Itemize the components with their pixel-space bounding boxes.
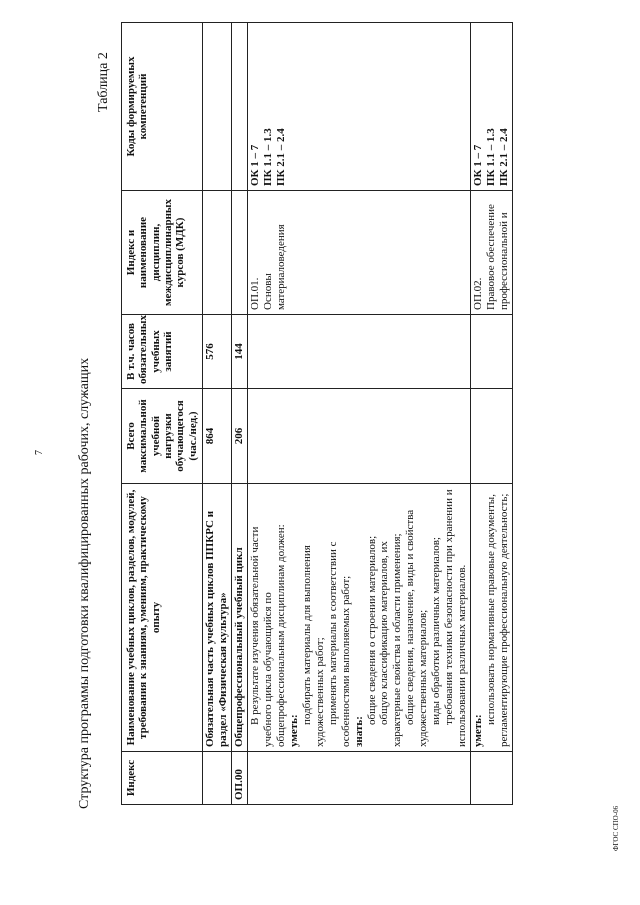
op01-requirements: [247, 484, 470, 752]
op01-skills-label: уметь:: [287, 714, 300, 747]
cell-empty: [231, 191, 247, 315]
table-row-op02: [471, 23, 513, 805]
document-code: ФГОС СПО-06: [612, 805, 620, 851]
competency-code: ПК 1.1 – 1.3: [485, 128, 498, 186]
op01-competency-codes: [247, 23, 470, 191]
cell-empty: [247, 389, 470, 484]
op02-discipline-name: Правовое обеспечение профессиональной и: [485, 204, 511, 310]
op01-knowledge-item: общую классификацию материалов, их характерные свойства и области применения;: [378, 533, 404, 747]
op02-skill-item: использовать нормативные правовые документы, регламентирующие профессиональную деятельность;: [485, 493, 511, 747]
op01-intro: В результате изучения обязательной части учебного цикла обучающийся по общепрофессиональным дисциплинам должен:: [248, 524, 287, 747]
cell-empty: [202, 191, 231, 315]
competency-code: ОК 1 – 7: [248, 144, 261, 186]
competency-code: ПК 1.1 – 1.3: [261, 128, 274, 186]
section-max-load: 206: [231, 389, 247, 484]
competency-code: ОК 1 – 7: [472, 144, 485, 186]
table-row-op01: [247, 23, 470, 805]
op01-knowledge-item: виды обработки различных материалов;: [430, 537, 443, 725]
header-discipline: Индекс и наименование дисциплин, междисциплинарных курсов (МДК): [122, 191, 203, 315]
op02-discipline-code: ОП.02.: [472, 277, 485, 310]
op01-knowledge-item: общие сведения о строении материалов;: [365, 535, 378, 725]
op01-knowledge-label: знать:: [352, 716, 365, 747]
op01-knowledge-item: требования техники безопасности при хранении и использовании различных материалов.: [443, 489, 469, 747]
cell-empty: [247, 752, 470, 805]
cell-empty: [202, 752, 231, 805]
header-max-load: Всего максимальной учебной нагрузки обучающегося (час./нед.): [122, 389, 203, 484]
mandatory-max-load: 864: [202, 389, 231, 484]
op01-skill-item: подбирать материалы для выполнения художественных работ;: [300, 545, 326, 747]
table-title: Структура программы подготовки квалифицированных рабочих, служащих: [77, 357, 92, 809]
op01-knowledge-item: общие сведения, назначение, виды и свойства художественных материалов;: [404, 509, 430, 747]
table-header-row: [122, 23, 203, 805]
op01-discipline: [247, 191, 470, 315]
table-caption: Таблица 2: [96, 52, 111, 112]
op02-discipline: [471, 191, 513, 315]
section-index: ОП.00: [231, 752, 247, 805]
op01-skill-item: применять материалы в соответствии с особенностями выполняемых работ;: [326, 541, 352, 747]
op02-competency-codes: [471, 23, 513, 191]
cell-empty: [471, 315, 513, 389]
op02-skills-label: уметь:: [472, 714, 485, 747]
cell-empty: [231, 23, 247, 191]
section-name: Общепрофессиональный учебный цикл: [231, 484, 247, 752]
header-index: Индекс: [122, 752, 203, 805]
op01-discipline-name: Основы материаловедения: [261, 224, 287, 310]
competency-code: ПК 2.1 – 2.4: [498, 128, 511, 186]
mandatory-part-name: Обязательная часть учебных циклов ППКРС и раздел «Физическая культура»: [202, 484, 231, 752]
cell-empty: [247, 315, 470, 389]
header-name: Наименование учебных циклов, разделов, модулей, требования к знаниям, умениям, практическому опыту: [122, 484, 203, 752]
header-competencies: Коды формируемых компетенций: [122, 23, 203, 191]
structure-table: [121, 22, 513, 805]
op02-requirements: [471, 484, 513, 752]
cell-empty: [471, 752, 513, 805]
header-classes: В т.ч. часов обязательных учебных занятий: [122, 315, 203, 389]
table-row-section: [231, 23, 247, 805]
cell-empty: [202, 23, 231, 191]
cell-empty: [471, 389, 513, 484]
page-number: 7: [34, 450, 45, 455]
table-row-mandatory: [202, 23, 231, 805]
mandatory-classes: 576: [202, 315, 231, 389]
op01-discipline-code: ОП.01.: [248, 277, 261, 310]
competency-code: ПК 2.1 – 2.4: [274, 128, 287, 186]
section-classes: 144: [231, 315, 247, 389]
